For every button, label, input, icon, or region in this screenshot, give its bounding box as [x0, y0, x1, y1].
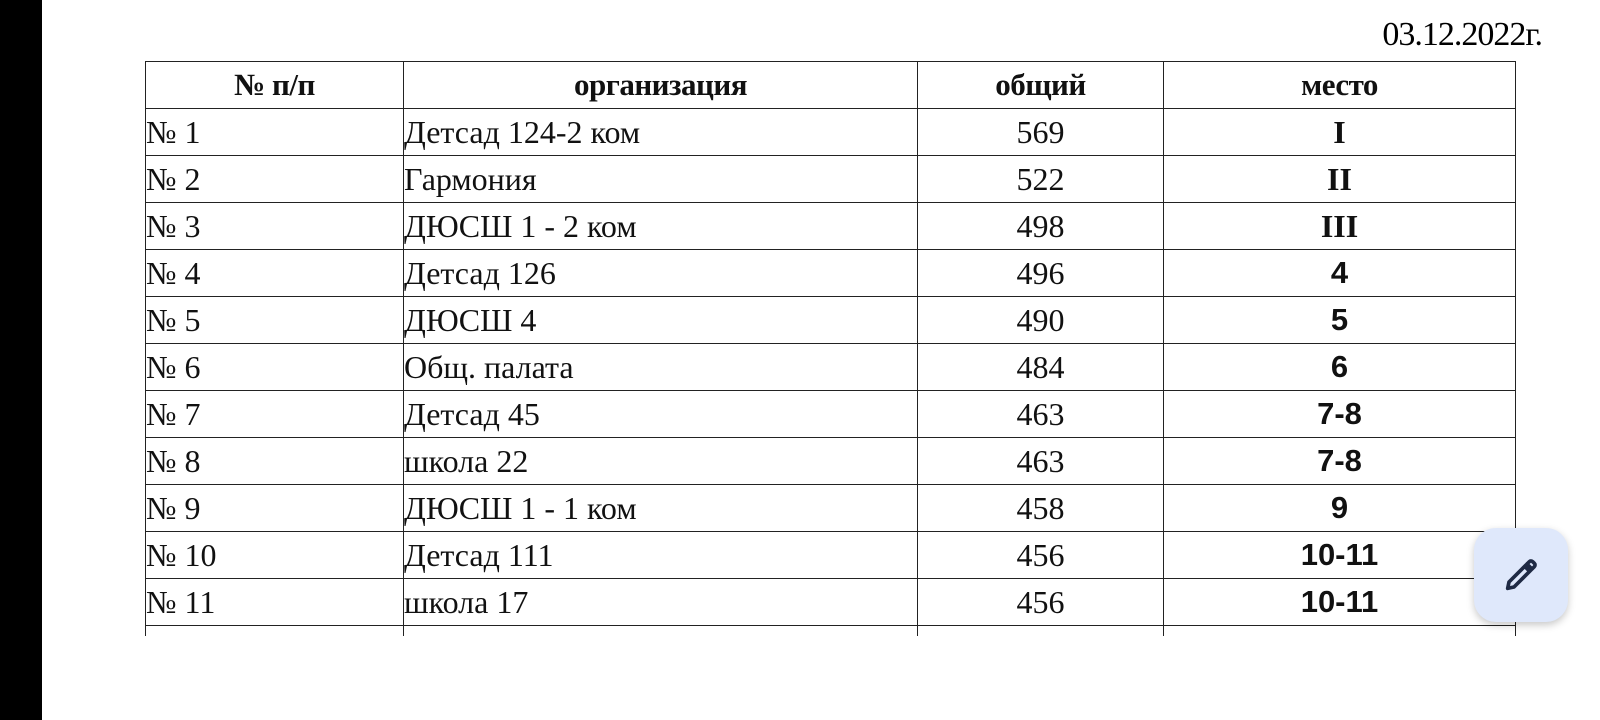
row-place: 10-11 — [1164, 532, 1516, 579]
row-number: № 6 — [146, 344, 404, 391]
row-number: № 7 — [146, 391, 404, 438]
row-place: 6 — [1164, 344, 1516, 391]
row-total: 456 — [918, 532, 1164, 579]
table-row — [146, 156, 1516, 203]
row-total: 484 — [918, 344, 1164, 391]
row-organization: ДЮСШ 4 — [404, 297, 918, 344]
header-organization: организация — [404, 62, 918, 109]
row-total: 458 — [918, 485, 1164, 532]
cropped-cell — [404, 626, 918, 637]
header-number: № п/п — [146, 62, 404, 109]
table-header — [146, 62, 1516, 109]
row-place: 7-8 — [1164, 391, 1516, 438]
table-header-row — [146, 62, 1516, 109]
edit-button[interactable] — [1474, 528, 1568, 622]
table-row — [146, 344, 1516, 391]
row-place: 4 — [1164, 250, 1516, 297]
row-place: III — [1164, 203, 1516, 250]
row-total: 463 — [918, 438, 1164, 485]
results-table — [145, 61, 1516, 636]
pencil-icon — [1501, 555, 1541, 595]
row-organization: школа 22 — [404, 438, 918, 485]
table-row — [146, 391, 1516, 438]
document-page[interactable] — [42, 0, 1600, 720]
table-row — [146, 250, 1516, 297]
row-organization: Детсад 111 — [404, 532, 918, 579]
row-organization: ДЮСШ 1 - 2 ком — [404, 203, 918, 250]
row-place: 5 — [1164, 297, 1516, 344]
row-place: 7-8 — [1164, 438, 1516, 485]
header-total: общий — [918, 62, 1164, 109]
row-number: № 8 — [146, 438, 404, 485]
row-organization: ДЮСШ 1 - 1 ком — [404, 485, 918, 532]
row-number: № 1 — [146, 109, 404, 156]
row-organization: Гармония — [404, 156, 918, 203]
cropped-title-remnant — [462, 0, 1322, 4]
table-row — [146, 203, 1516, 250]
row-organization: Детсад 45 — [404, 391, 918, 438]
cropped-cell — [1164, 626, 1516, 637]
cropped-cell — [146, 626, 404, 637]
cropped-cell — [918, 626, 1164, 637]
table-row — [146, 532, 1516, 579]
row-total: 463 — [918, 391, 1164, 438]
document-date: 03.12.2022г. — [1382, 16, 1542, 53]
row-total: 496 — [918, 250, 1164, 297]
row-number: № 10 — [146, 532, 404, 579]
row-number: № 3 — [146, 203, 404, 250]
row-total: 498 — [918, 203, 1164, 250]
row-organization: Детсад 126 — [404, 250, 918, 297]
table-row — [146, 438, 1516, 485]
left-edge-strip — [0, 0, 42, 720]
row-total: 490 — [918, 297, 1164, 344]
table-row-cropped — [146, 626, 1516, 637]
row-number: № 11 — [146, 579, 404, 626]
table-body — [146, 109, 1516, 637]
row-number: № 9 — [146, 485, 404, 532]
table-row — [146, 297, 1516, 344]
row-place: II — [1164, 156, 1516, 203]
row-organization: Общ. палата — [404, 344, 918, 391]
row-total: 456 — [918, 579, 1164, 626]
row-organization: школа 17 — [404, 579, 918, 626]
row-place: 10-11 — [1164, 579, 1516, 626]
row-total: 569 — [918, 109, 1164, 156]
header-place: место — [1164, 62, 1516, 109]
row-place: 9 — [1164, 485, 1516, 532]
table-row — [146, 485, 1516, 532]
table-row — [146, 579, 1516, 626]
row-number: № 5 — [146, 297, 404, 344]
row-number: № 2 — [146, 156, 404, 203]
row-place: I — [1164, 109, 1516, 156]
row-organization: Детсад 124-2 ком — [404, 109, 918, 156]
row-total: 522 — [918, 156, 1164, 203]
table-row — [146, 109, 1516, 156]
row-number: № 4 — [146, 250, 404, 297]
